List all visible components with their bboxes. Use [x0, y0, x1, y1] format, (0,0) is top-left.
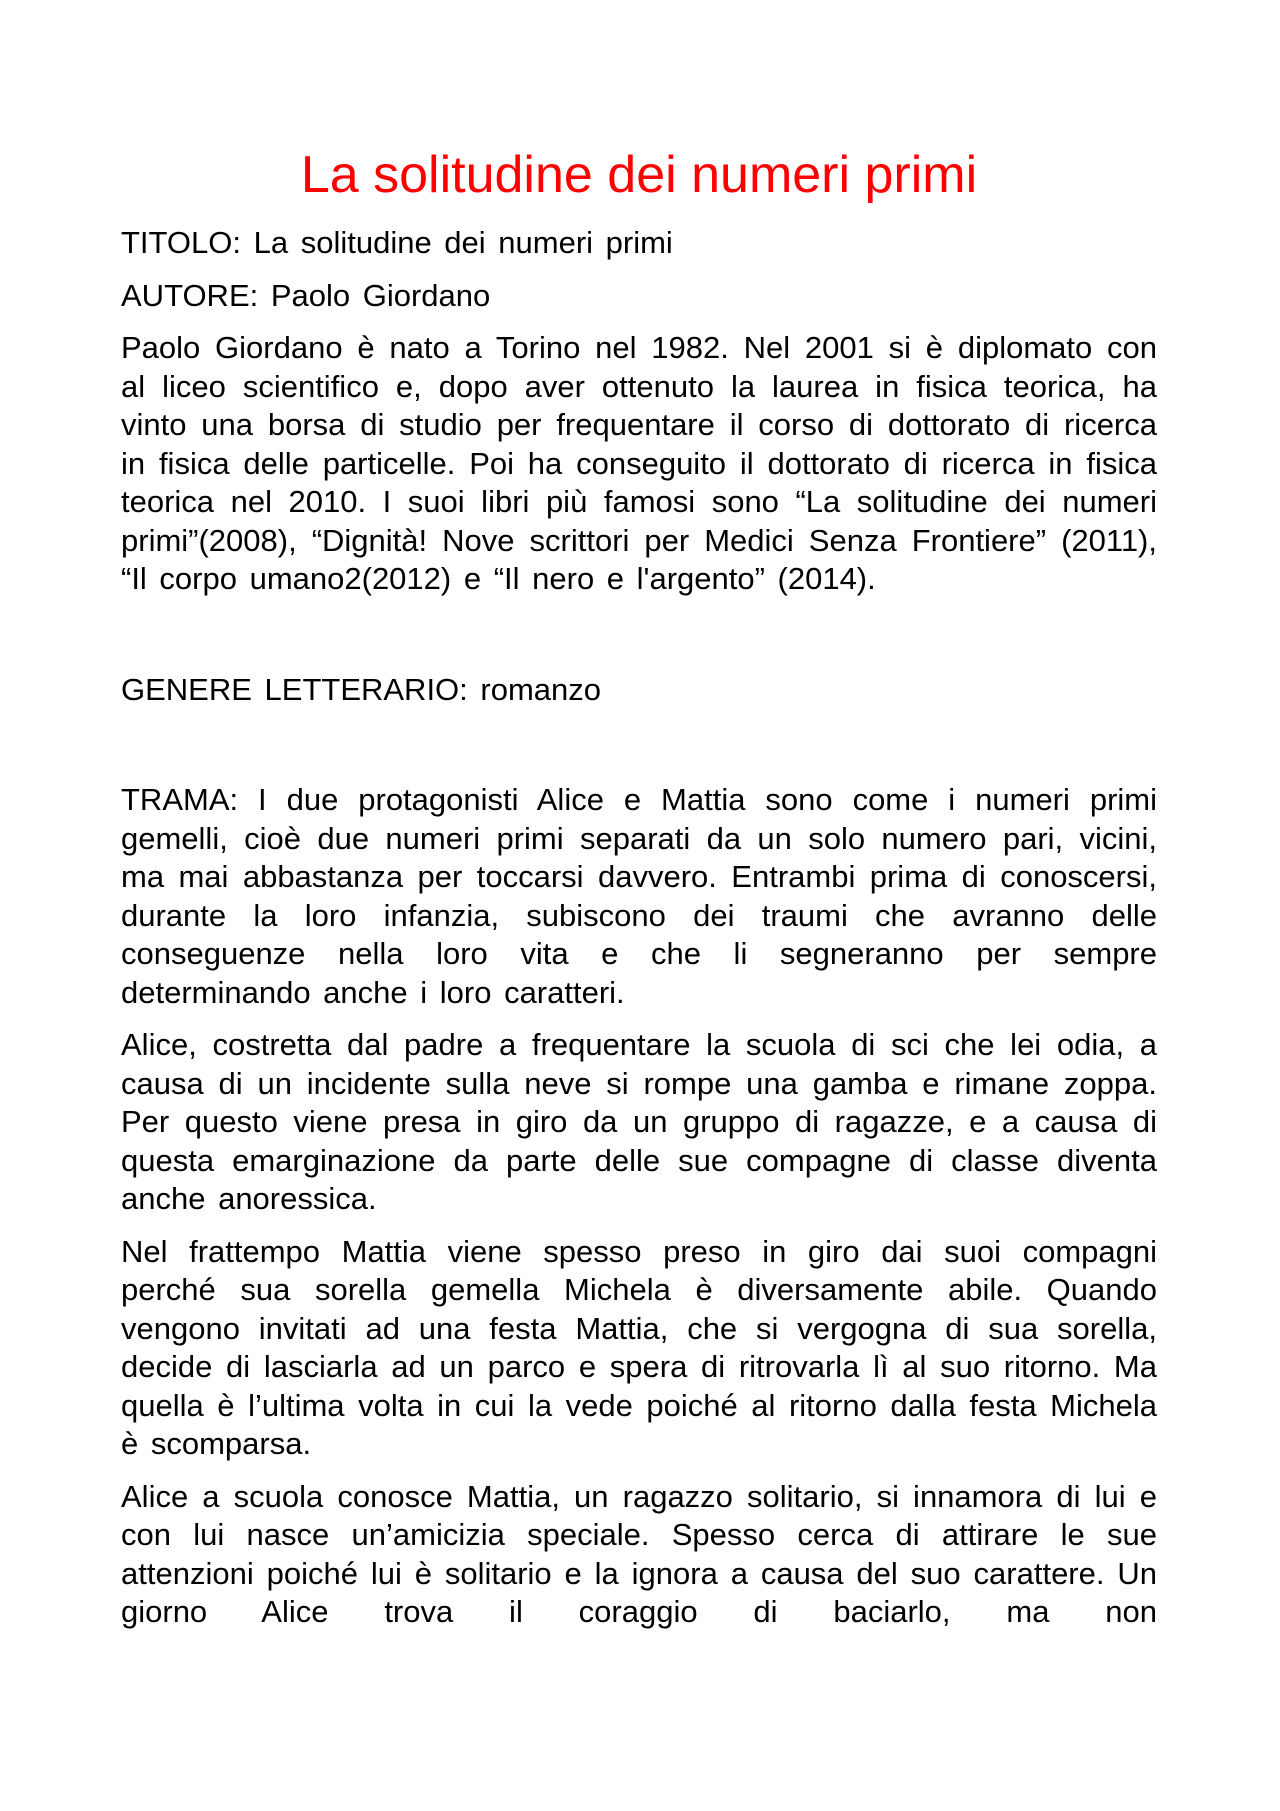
paragraph-alice-mattia-amicizia: Alice a scuola conosce Mattia, un ragazzo solitario, si innamora di lui e con lui nasce un’amicizia speciale. Spesso cerca di attirare le sue attenzioni poiché lui è solitario e la ignora a causa del suo carattere. Un giorno Alice trova il coraggio di baciarlo, ma non	[121, 1478, 1157, 1629]
section-spacer	[121, 723, 1157, 781]
document-title: La solitudine dei numeri primi	[300, 146, 978, 204]
paragraph-genere: GENERE LETTERARIO: romanzo	[121, 671, 602, 707]
paragraph-autore: AUTORE: Paolo Giordano	[121, 277, 491, 313]
paragraph-mattia-infanzia: Nel frattempo Mattia viene spesso preso in giro dai suoi compagni perché sua sorella gemella Michela è diversamente abile. Quando vengono invitati ad una festa Mattia, che si vergogna di sua sorella, decide di lasciarla ad un parco e spera di ritrovarla lì al suo ritorno. Ma quella è l’ultima volta in cui la vede poiché al ritorno dalla festa Michela è scomparsa.	[121, 1233, 1157, 1461]
paragraph-biografia: Paolo Giordano è nato a Torino nel 1982. Nel 2001 si è diplomato con al liceo scientifico e, dopo aver ottenuto la laurea in fisica teorica, ha vinto una borsa di studio per frequentare il corso di dottorato di ricerca in fisica delle particelle. Poi ha conseguito il dottorato di ricerca in fisica teorica nel 2010. I suoi libri più famosi sono “La solitudine dei numeri primi”(2008), “Dignità! Nove scrittori per Medici Senza Frontiere” (2011), “Il corpo umano2(2012) e “Il nero e l'argento” (2014).	[121, 330, 1157, 596]
section-spacer	[121, 613, 1157, 671]
paragraph-trama: TRAMA: I due protagonisti Alice e Mattia sono come i numeri primi gemelli, cioè due numeri primi separati da un solo numero pari, vicini, ma mai abbastanza per toccarsi davvero. Entrambi prima di conoscersi, durante la loro infanzia, subiscono dei traumi che avranno delle conseguenze nella loro vita e che li segneranno per sempre determinando anche i loro caratteri.	[121, 782, 1157, 1010]
paragraph-alice-infanzia: Alice, costretta dal padre a frequentare la scuola di sci che lei odia, a causa di un incidente sulla neve si rompe una gamba e rimane zoppa. Per questo viene presa in giro da un gruppo di ragazze, e a causa di questa emarginazione da parte delle sue compagne di classe diventa anche anoressica.	[121, 1027, 1157, 1216]
paragraph-titolo: TITOLO: La solitudine dei numeri primi	[121, 225, 673, 260]
